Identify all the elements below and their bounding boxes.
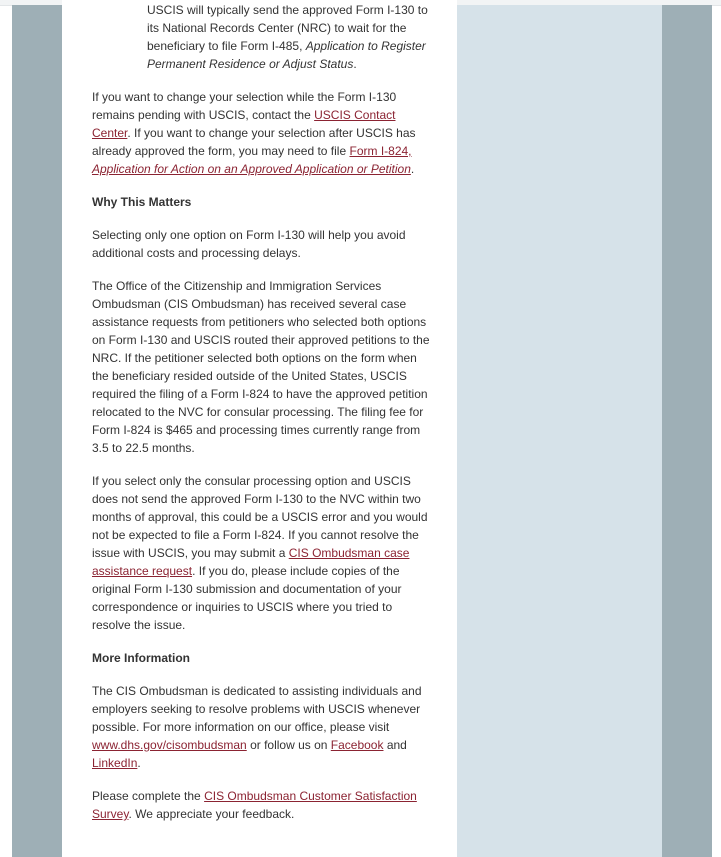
more-text-3: and — [383, 738, 407, 752]
survey-text-2: . We appreciate your feedback. — [128, 807, 295, 821]
indented-end: . — [353, 57, 357, 71]
facebook-link[interactable]: Facebook — [330, 738, 384, 752]
form-i824-link-title: Application for Action on an Approved Application or Petition — [92, 162, 411, 176]
survey-paragraph — [92, 787, 432, 823]
survey-text-1: Please complete the — [92, 789, 205, 803]
left-margin-bar — [12, 5, 62, 857]
more-info-paragraph — [92, 682, 432, 772]
case-assistance-request-link[interactable]: CIS Ombudsman case assistance request — [92, 546, 410, 578]
indented-text: USCIS will typically send the approved Form I-130 to its National Records Center (NRC) to wait for the beneficiary to file Form I-485, — [147, 3, 428, 53]
more-information-heading: More Information — [92, 651, 190, 665]
article-body[interactable] — [92, 1, 432, 823]
why-paragraph-3 — [92, 472, 432, 634]
change-selection-paragraph — [92, 88, 432, 178]
indented-form-title: Application to Register Permanent Residence or Adjust Status — [147, 39, 426, 71]
change-text-2: . If you want to change your selection after USCIS has already approved the form, you may need to file — [92, 126, 416, 158]
email-content-column — [62, 0, 457, 857]
indented-paragraph — [147, 1, 432, 73]
why3-text-2: . If you do, please include copies of the original Form I-130 submission and documentation of your correspondence or inquiries to USCIS where you tried to resolve the issue. — [92, 564, 402, 632]
why-this-matters-heading: Why This Matters — [92, 195, 192, 209]
why3-text-1: If you select only the consular processing option and USCIS does not send the approved Form I-130 to the NVC within two months of approval, this could be a USCIS error and you would not be expected to file a Form I-824. If you cannot resolve the issue with USCIS, you may submit a — [92, 474, 428, 560]
change-text-1: If you want to change your selection while the Form I-130 remains pending with USCIS, contact the — [92, 90, 397, 122]
uscis-contact-center-link[interactable]: USCIS Contact Center — [92, 108, 396, 140]
why-paragraph-1: Selecting only one option on Form I-130 will help you avoid additional costs and processing delays. — [92, 228, 406, 260]
linkedin-link[interactable]: LinkedIn — [92, 756, 138, 770]
change-text-3: . — [410, 162, 415, 176]
customer-satisfaction-survey-link[interactable]: CIS Ombudsman Customer Satisfaction Survey — [92, 789, 417, 821]
right-margin-bar — [662, 5, 712, 857]
more-text-4: . — [137, 756, 141, 770]
cisombudsman-website-link[interactable]: www.dhs.gov/cisombudsman — [92, 738, 247, 752]
more-text-1: The CIS Ombudsman is dedicated to assisting individuals and employers seeking to resolve problems with USCIS whenever possible. For more information on our office, please visit — [92, 684, 422, 734]
right-side-panel — [457, 5, 662, 857]
more-text-2: or follow us on — [246, 738, 331, 752]
why-paragraph-2: The Office of the Citizenship and Immigration Services Ombudsman (CIS Ombudsman) has received several case assistance requests from petitioners who selected both options on Form I-130 and USCIS routed their approved petitions to the NRC. If the petitioner selected both options on the form when the beneficiary resided outside of the United States, USCIS required the filing of a Form I-824 to have the approved petition relocated to the NVC for consular processing. The filing fee for Form I-824 is $465 and processing times currently range from 3.5 to 22.5 months. — [92, 279, 430, 455]
form-i824-link-label: Form I-824, — [349, 144, 412, 158]
